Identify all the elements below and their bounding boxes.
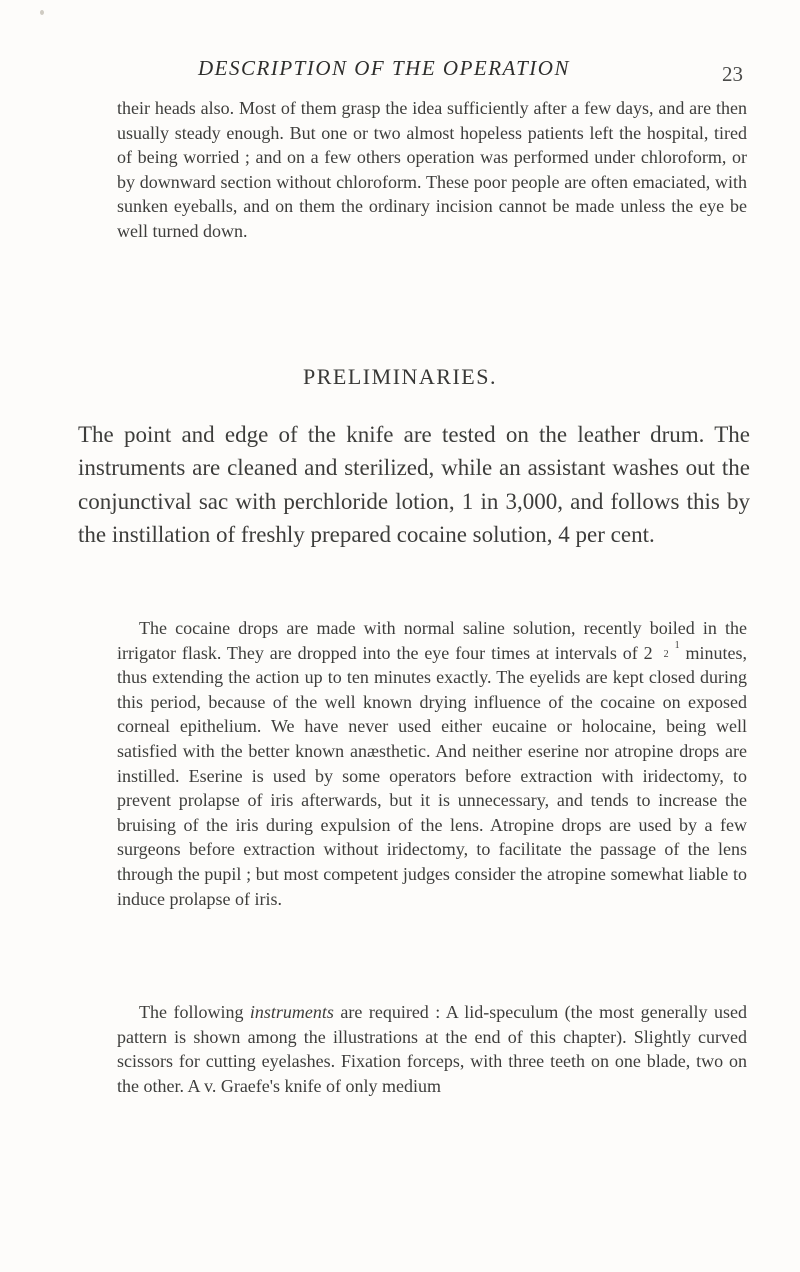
section-heading: PRELIMINARIES. — [303, 364, 497, 389]
paragraph-cocaine-drops-part-b: minutes, thus extending the action up to ten minutes exactly. The eyelids are kept closed during this period, because of the well known drying influence of the cocaine on exposed corneal epithelium. We have never used either eucaine or holocaine, being well satisfied with the better known anæsthetic. And neither eserine nor atropine drops are instilled. Eserine is used by some operators before extraction with iridectomy, to prevent prolapse of iris afterwards, but it is unnecessary, and tends to increase the bruising of the iris during expulsion of the lens. Atropine drops are used by a few surgeons before extraction without iridectomy, to facilitate the passage of the lens through the pupil ; but most competent judges consider the atropine somewhat liable to induce prolapse of iris. — [117, 642, 747, 909]
fraction-half — [653, 641, 680, 659]
paragraph-cocaine-drops-part-a: The cocaine drops are made with normal saline solution, recently boiled in the irrigator flask. They are dropped into the eye four times at intervals of 2 — [117, 618, 747, 663]
paragraph-lead: The point and edge of the knife are tested on the leather drum. The instruments are cleaned and sterilized, while an assistant washes out the conjunctival sac with perchloride lotion, 1 in 3,000, and follows this by the instillation of freshly prepared cocaine solution, 4 per cent. — [78, 422, 750, 547]
paragraph-instruments — [117, 1000, 747, 1098]
page-blemish — [40, 10, 44, 15]
paragraph-instruments-part-b: are required : A lid-speculum (the most generally used pattern is shown among the illustrations at the end of this chapter). Slightly curved scissors for cutting eyelashes. Fixation forceps, with three teeth on one blade, two on the other. A v. Graefe's knife of only medium — [117, 1002, 748, 1096]
running-header: DESCRIPTION OF THE OPERATION — [198, 56, 570, 80]
paragraph-instruments-part-a: The following — [139, 1002, 250, 1022]
page-number: 23 — [722, 62, 743, 86]
fraction-numerator: 1 — [674, 639, 680, 651]
paragraph-continuation: their heads also. Most of them grasp the idea sufficiently after a few days, and are then usually steady enough. But one or two almost hopeless patients left the hospital, tired of being worried ; and on a few others operation was performed under chloroform, or by downward section without chloroform. These poor people are often emaciated, with sunken eyeballs, and on them the ordinary incision cannot be made unless the eye be well turned down. — [117, 98, 747, 241]
paragraph-cocaine-drops — [117, 616, 747, 911]
fraction-denominator: 2 — [663, 648, 669, 660]
instruments-emphasis: instruments — [249, 1002, 334, 1022]
